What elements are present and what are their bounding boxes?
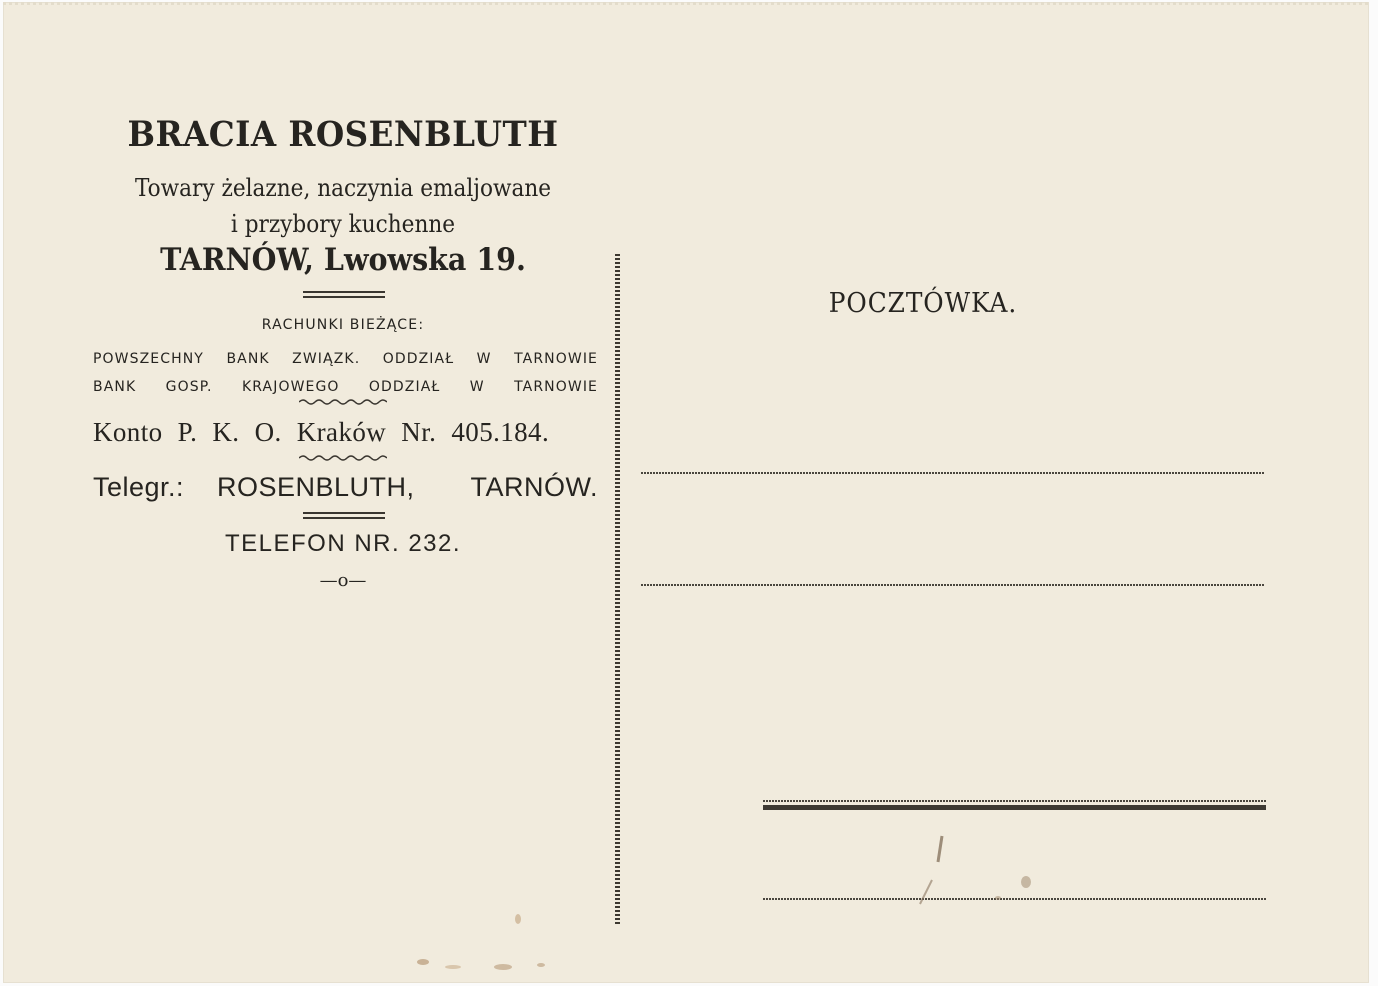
telegraph-label: Telegr.: <box>93 472 185 502</box>
bank-line-1: POWSZECHNY BANK ZWIĄZK. ODDZIAŁ W TARNOWIE <box>93 351 598 367</box>
address-line <box>763 800 1266 802</box>
firm-description-line-2: i przybory kuchenne <box>230 210 456 238</box>
address-line <box>641 472 1265 474</box>
wavy-rule <box>299 453 387 463</box>
double-rule <box>303 512 385 519</box>
double-rule <box>303 291 385 298</box>
bank-line-2: BANK GOSP. KRAJOWEGO ODDZIAŁ W TARNOWIE <box>93 379 598 395</box>
firm-description-line-1: Towary żelazne, naczynia emaljowane <box>134 174 552 202</box>
paper-stain <box>908 832 1048 912</box>
wavy-rule <box>299 397 387 407</box>
firm-name: BRACIA ROSENBLUTH <box>127 114 559 155</box>
postcard-heading: POCZTÓWKA. <box>828 288 1018 319</box>
paper-stain <box>403 907 553 977</box>
konto-line: Konto P. K. O. Kraków Nr. 405.184. <box>93 417 550 447</box>
telegraph-name: ROSENBLUTH, <box>217 472 415 502</box>
firm-address: TARNÓW, Lwowska 19. <box>160 242 526 278</box>
telegraph-city: TARNÓW. <box>470 472 598 502</box>
address-line <box>641 584 1265 586</box>
vertical-divider <box>615 254 620 924</box>
address-underline <box>763 805 1266 810</box>
postcard <box>3 2 1369 983</box>
phone-number: TELEFON NR. 232. <box>224 530 462 557</box>
ornament: —o— <box>319 570 367 591</box>
accounts-heading: RACHUNKI BIEŻĄCE: <box>261 317 425 333</box>
